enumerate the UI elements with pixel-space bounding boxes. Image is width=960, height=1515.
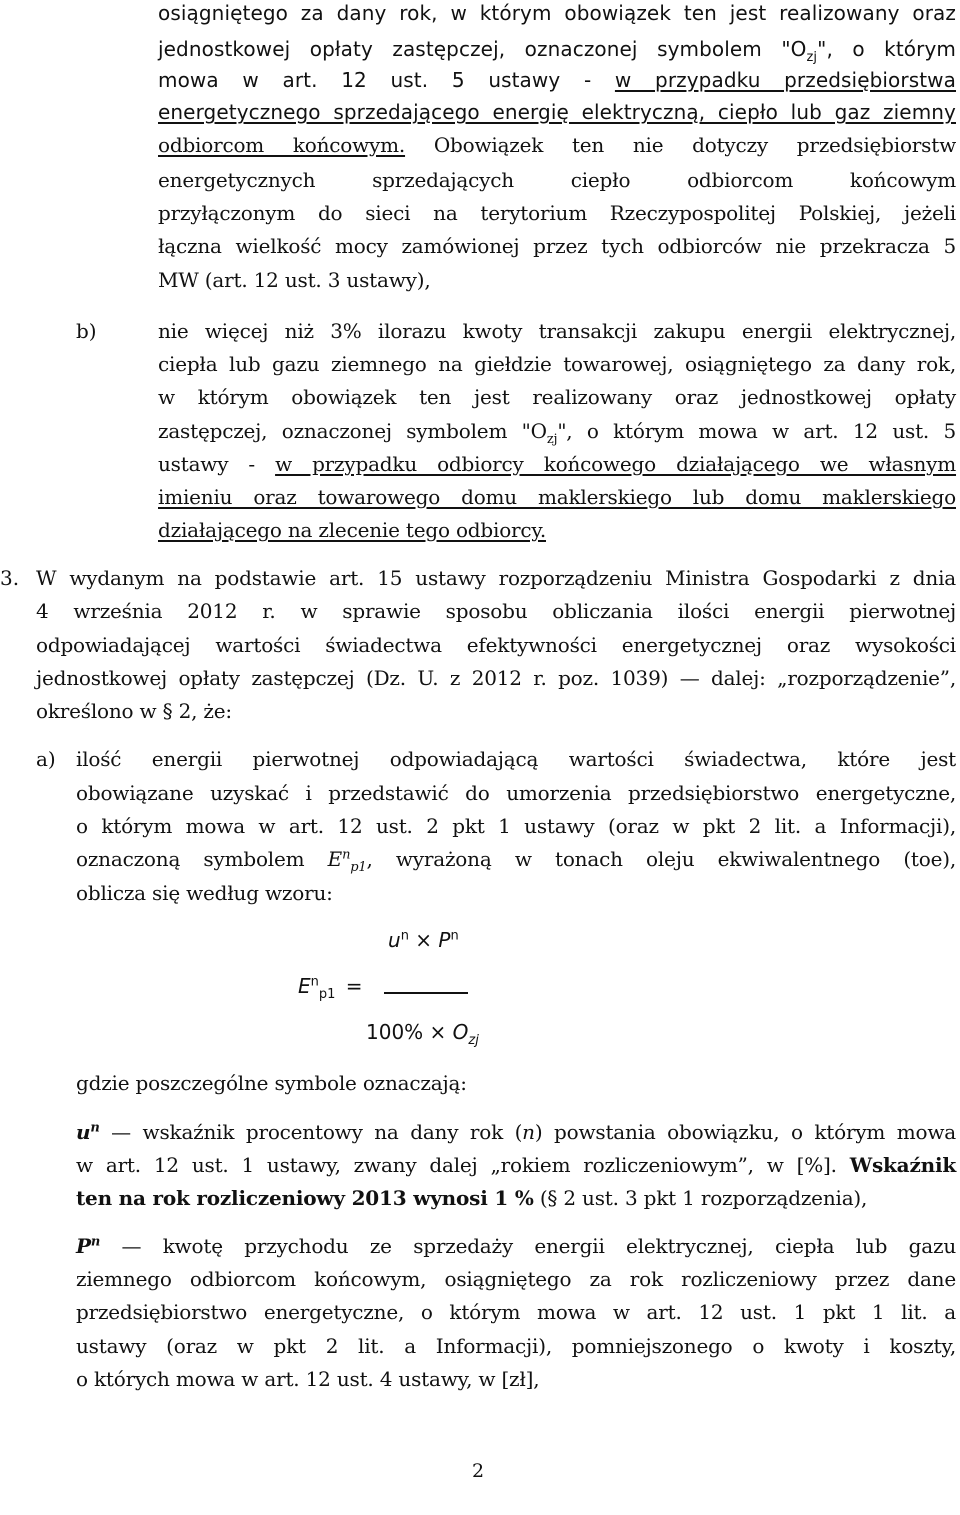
list-marker-b: b) — [76, 319, 97, 343]
list-marker-3a: a) — [36, 747, 56, 771]
symbol-p: $P^n$ — [76, 1234, 101, 1258]
symbol-e-inline: $E^n_{p1}$ — [327, 847, 367, 875]
point-3a-line-2: obowiązane uzyskać i przedstawić do umorzenia przedsiębiorstwo energetyczne, — [76, 781, 956, 805]
para-a-line-5: odbiorcom końcowym. Obowiązek ten nie dotyczy przedsiębiorstw — [158, 133, 956, 157]
point-3-line-5: określono w § 2, że: — [36, 699, 232, 723]
para-a-line-8: łączna wielkość mocy zamówionej przez tych odbiorców nie przekracza 5 — [158, 234, 956, 258]
para-b-line-2: ciepła lub gazu ziemnego na giełdzie towarowej, osiągniętego za dany rok, — [158, 352, 956, 376]
point-3a-line-4: oznaczoną symbolem $E^n_{p1}$, wyrażoną w tonach oleju ekwiwalentnego (toe), — [76, 847, 956, 875]
para-a-line-2: jednostkowej opłaty zastępczej, oznaczonej symbolem "$O_{zj}$", o którym — [158, 37, 956, 65]
para-b-line-7: działającego na zlecenie tego odbiorcy. — [158, 518, 546, 542]
point-3-line-1: W wydanym na podstawie art. 15 ustawy rozporządzeniu Ministra Gospodarki z dnia — [36, 566, 956, 590]
para-a-line-9: MW (art. 12 ust. 3 ustawy), — [158, 268, 431, 292]
point-3a-line-3: o którym mowa w art. 12 ust. 2 pkt 1 ustawy (oraz w pkt 2 lit. a Informacji), — [76, 814, 956, 838]
formula-numerator: $u^n \times P^n$ — [388, 928, 459, 952]
def-p-line-4: ustawy (oraz w pkt 2 lit. a Informacji), pomniejszonego o kwoty i koszty, — [76, 1334, 956, 1358]
point-3a-line-5: oblicza się według wzoru: — [76, 881, 333, 905]
para-a-line-6: energetycznych sprzedających ciepło odbiorcom końcowym — [158, 168, 956, 192]
para-a-line-4: energetycznego sprzedającego energię elektryczną, ciepło lub gaz ziemny — [158, 100, 956, 124]
def-p-line-2: ziemnego odbiorcom końcowym, osiągniętego za rok rozliczeniowy przez dane — [76, 1267, 956, 1291]
def-u-line-1: $u^n$ — wskaźnik procentowy na dany rok (n) powstania obowiązku, o którym mowa — [76, 1120, 956, 1144]
def-p-line-5: o których mowa w art. 12 ust. 4 ustawy, w [zł], — [76, 1367, 540, 1391]
point-3a-line-1: ilość energii pierwotnej odpowiadającą wartości świadectwa, które jest — [76, 747, 956, 771]
def-p-line-1: $P^n$ — kwotę przychodu ze sprzedaży energii elektrycznej, ciepła lub gazu — [76, 1234, 956, 1258]
def-u-line-3: ten na rok rozliczeniowy 2013 wynosi 1 % (§ 2 ust. 3 pkt 1 rozporządzenia), — [76, 1186, 868, 1210]
fraction-bar — [384, 992, 468, 994]
para-b-line-3: w którym obowiązek ten jest realizowany oraz jednostkowej opłaty — [158, 385, 956, 409]
para-b-line-4: zastępczej, oznaczonej symbolem "$O_{zj}$", o którym mowa w art. 12 ust. 5 — [158, 419, 956, 447]
para-b-line-1: nie więcej niż 3% ilorazu kwoty transakcji zakupu energii elektrycznej, — [158, 319, 956, 343]
def-u-line-2: w art. 12 ust. 1 ustawy, zwany dalej „rokiem rozliczeniowym”, w [%]. Wskaźnik — [76, 1153, 956, 1177]
symbol-u: $u^n$ — [76, 1120, 100, 1144]
point-3-line-2: 4 września 2012 r. w sprawie sposobu obliczania ilości energii pierwotnej — [36, 599, 956, 623]
para-a-line-7: przyłączonym do sieci na terytorium Rzeczypospolitej Polskiej, jeżeli — [158, 201, 956, 225]
formula-lhs: $E^n_{p1}$ = — [298, 974, 363, 1002]
point-3-line-3: odpowiadającej wartości świadectwa efektywności energetycznej oraz wysokości — [36, 633, 956, 657]
para-b-line-6: imieniu oraz towarowego domu maklerskiego lub domu maklerskiego — [158, 485, 956, 509]
list-marker-3: 3. — [0, 566, 20, 590]
point-3-line-4: jednostkowej opłaty zastępczej (Dz. U. z 2012 r. poz. 1039) — dalej: „rozporządzenie”, — [36, 666, 956, 690]
para-a-line-3: mowa w art. 12 ust. 5 ustawy - w przypadku przedsiębiorstwa — [158, 68, 956, 92]
formula-denominator: $100\% \times O_{zj}$ — [366, 1020, 479, 1048]
para-b-line-5: ustawy - w przypadku odbiorcy końcowego działającego we własnym — [158, 452, 957, 476]
para-a-line-1: osiągniętego za dany rok, w którym obowiązek ten jest realizowany oraz — [158, 1, 956, 25]
page-number: 2 — [472, 1460, 485, 1482]
symbols-intro: gdzie poszczególne symbole oznaczają: — [76, 1071, 467, 1095]
def-p-line-3: przedsiębiorstwo energetyczne, o którym mowa w art. 12 ust. 1 pkt 1 lit. a — [76, 1300, 956, 1324]
